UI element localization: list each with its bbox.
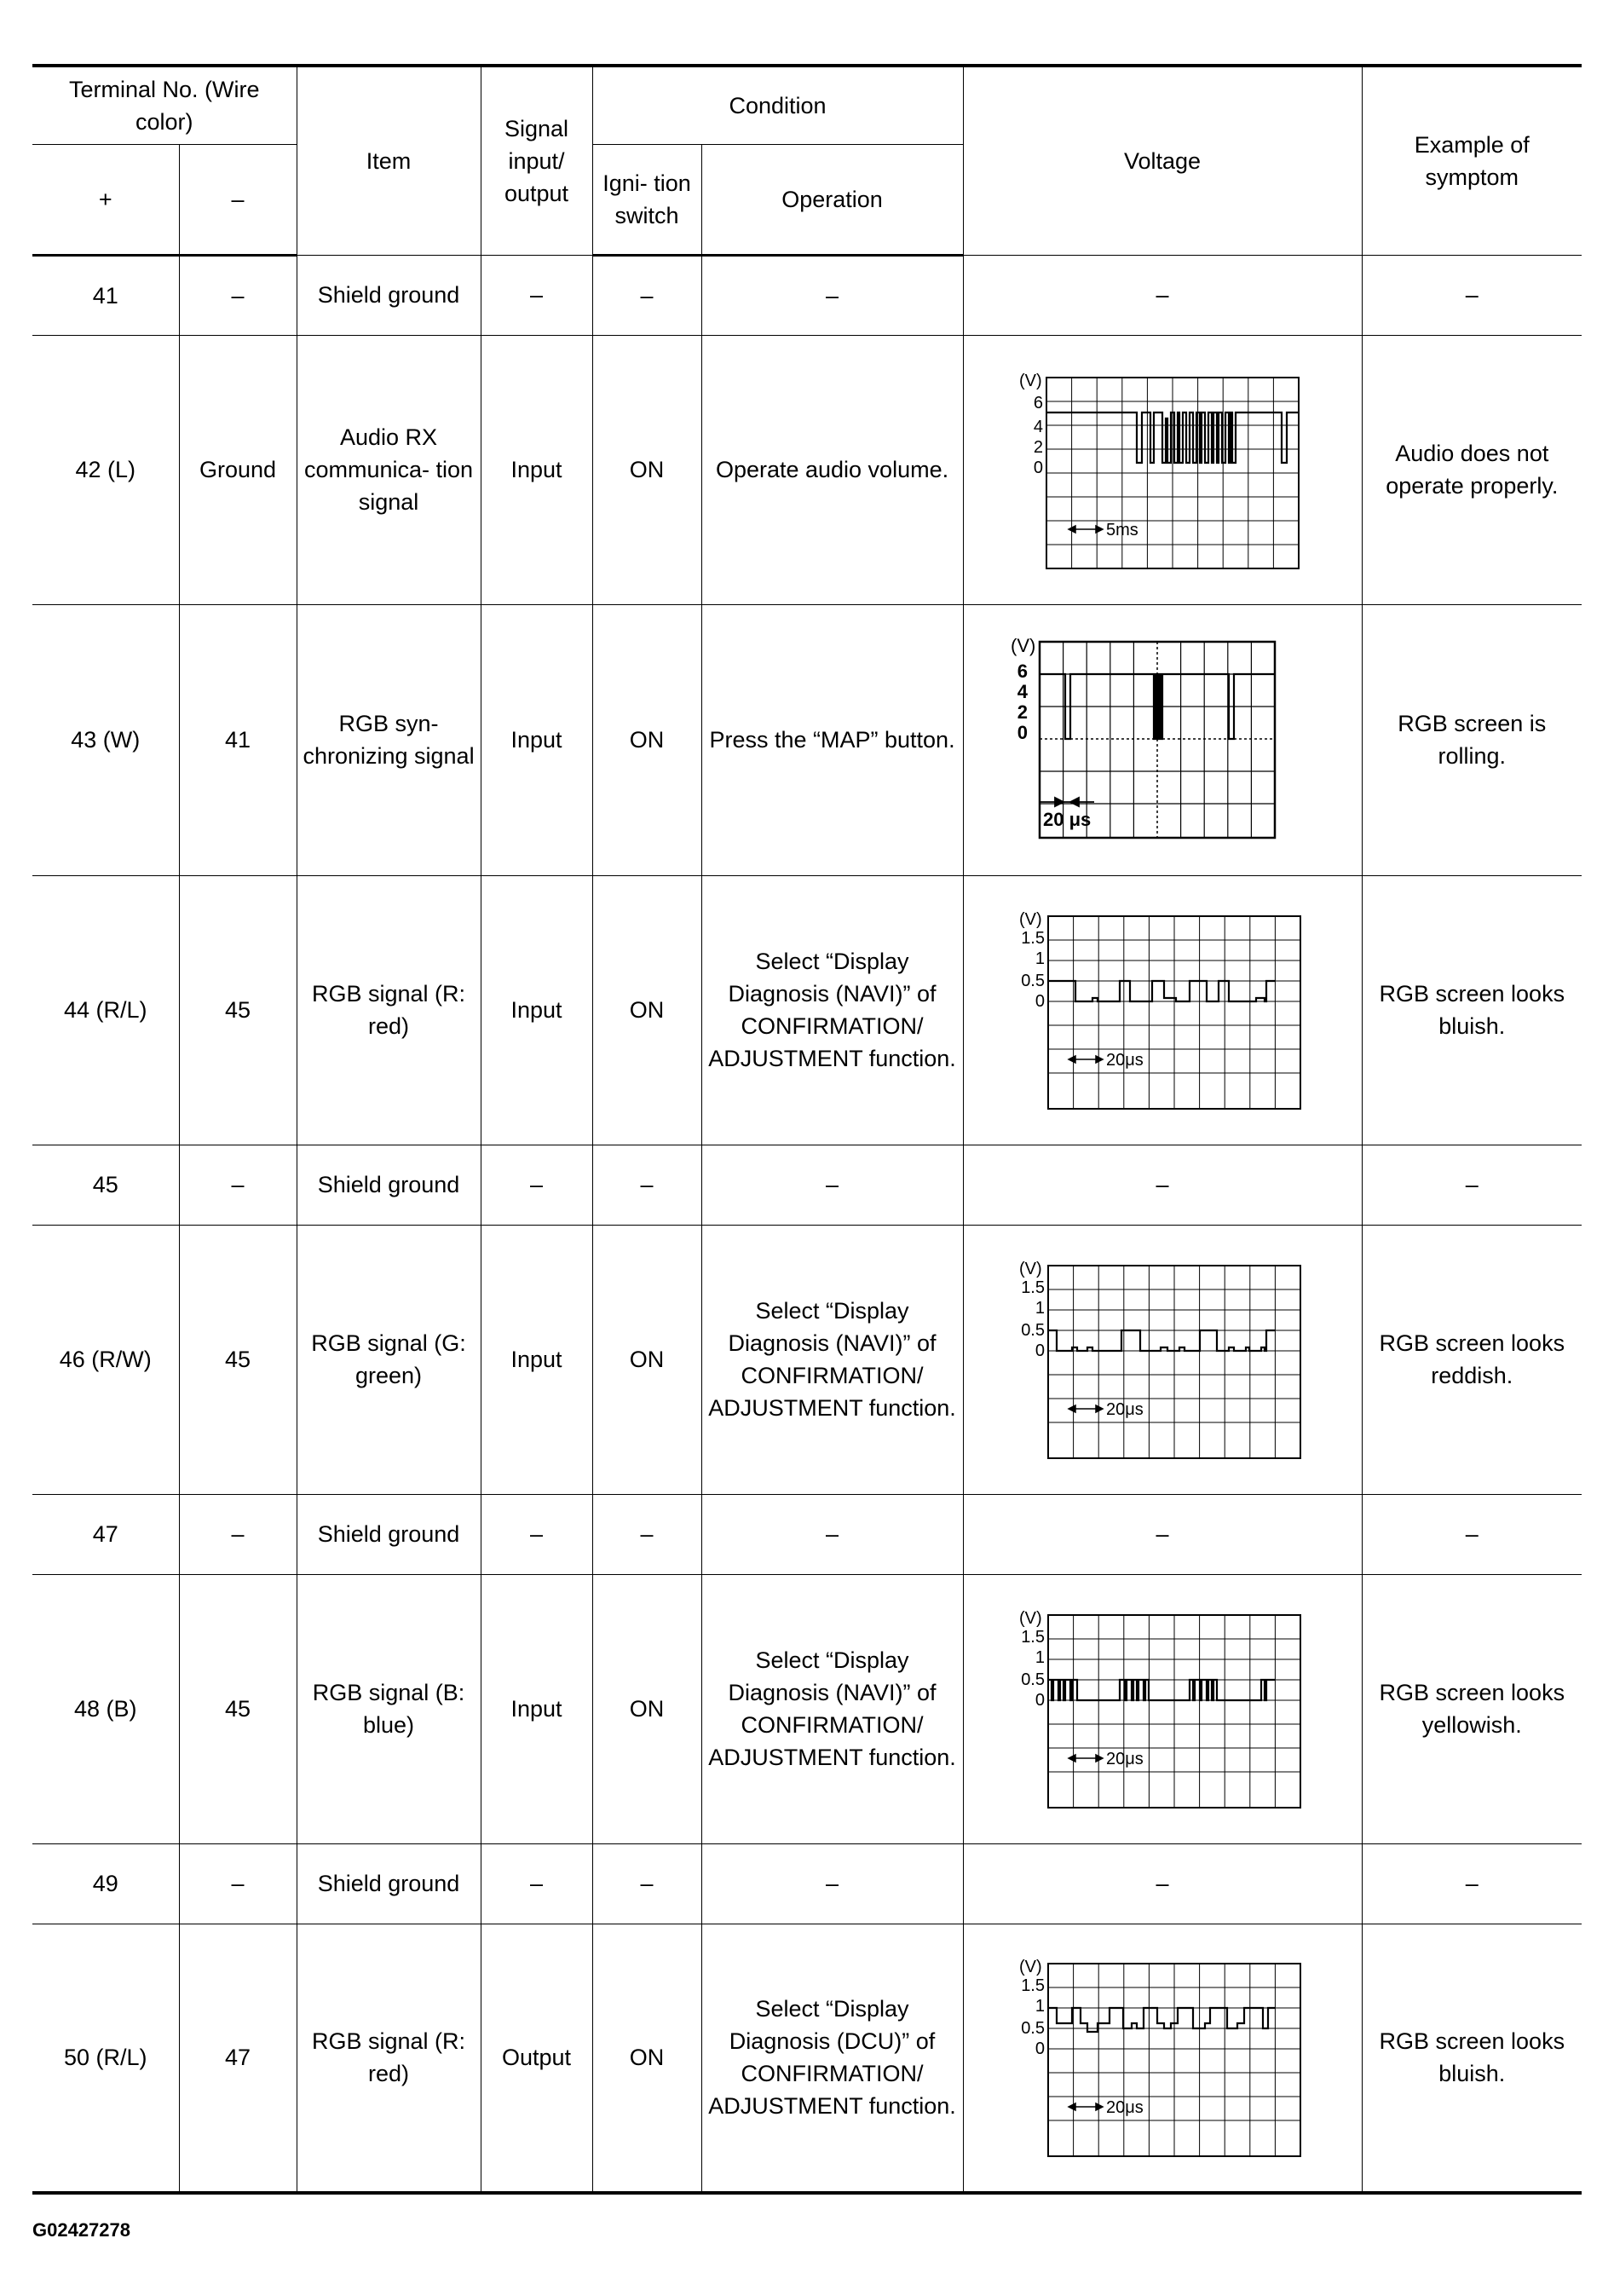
figure-code: G02427278: [32, 2219, 130, 2241]
item-cell: RGB signal (R: red): [297, 1924, 481, 2193]
terminal-minus: Ground: [179, 335, 297, 604]
signal-io-cell: Input: [481, 1574, 592, 1843]
scope-tick-label: 1: [1035, 1299, 1046, 1318]
scope-tick-label: 6: [1033, 394, 1044, 412]
scope-tick-label: 4: [1017, 681, 1029, 702]
terminal-spec-table: [32, 64, 1582, 2195]
item-cell: Audio RX communica- tion signal: [297, 335, 481, 604]
scope-tick-label: 1.5: [1021, 1628, 1046, 1647]
rgb-red-output-waveform-scope: [1009, 1955, 1316, 2160]
ignition-cell: –: [592, 1145, 701, 1225]
terminal-minus: 41: [179, 604, 297, 875]
symptom-cell: –: [1362, 1843, 1582, 1924]
scope-tick-label: 1: [1035, 1997, 1046, 2016]
header-condition: Condition: [592, 66, 963, 144]
terminal-minus: –: [179, 1843, 297, 1924]
signal-io-cell: Input: [481, 604, 592, 875]
symptom-cell: –: [1362, 255, 1582, 335]
terminal-minus: –: [179, 1494, 297, 1574]
signal-io-cell: –: [481, 1843, 592, 1924]
scope-tick-label: 0: [1035, 1341, 1046, 1360]
terminal-plus: 45: [32, 1145, 179, 1225]
scope-timebase-label: 5ms: [1106, 521, 1138, 539]
terminal-minus: –: [179, 1145, 297, 1225]
item-cell: Shield ground: [297, 1494, 481, 1574]
terminal-plus: 43 (W): [32, 604, 179, 875]
voltage-cell: –: [963, 1494, 1362, 1574]
scope-tick-label: 0.5: [1021, 1321, 1046, 1340]
signal-io-cell: –: [481, 1145, 592, 1225]
ignition-cell: ON: [592, 1574, 701, 1843]
scope-tick-label: 1.5: [1021, 929, 1046, 948]
header-ignition-switch: Igni- tion switch: [592, 144, 701, 255]
symptom-cell: RGB screen looks reddish.: [1362, 1225, 1582, 1494]
header-example-symptom: Example of symptom: [1362, 66, 1582, 255]
item-cell: RGB syn- chronizing signal: [297, 604, 481, 875]
table-row: [32, 255, 1582, 335]
scope-timebase-label: 20μs: [1106, 1400, 1144, 1419]
scope-unit-label: (V): [1019, 372, 1042, 390]
operation-cell: –: [701, 1843, 963, 1924]
voltage-cell: –: [963, 1145, 1362, 1225]
terminal-minus: 47: [179, 1924, 297, 2193]
table-row: [32, 1145, 1582, 1225]
voltage-cell: [963, 604, 1362, 875]
symptom-cell: RGB screen looks yellowish.: [1362, 1574, 1582, 1843]
item-cell: RGB signal (G: green): [297, 1225, 481, 1494]
terminal-minus: 45: [179, 1225, 297, 1494]
operation-cell: –: [701, 1145, 963, 1225]
header-item: Item: [297, 66, 481, 255]
symptom-cell: –: [1362, 1494, 1582, 1574]
terminal-minus: 45: [179, 875, 297, 1145]
scope-unit-label: (V): [1011, 635, 1036, 656]
ignition-cell: –: [592, 1843, 701, 1924]
scope-tick-label: 2: [1033, 438, 1044, 457]
ignition-cell: ON: [592, 1924, 701, 2193]
scope-tick-label: 0: [1035, 1691, 1046, 1710]
scope-tick-label: 0: [1033, 459, 1044, 477]
item-cell: Shield ground: [297, 1843, 481, 1924]
table-row: [32, 1574, 1582, 1843]
operation-cell: –: [701, 255, 963, 335]
symptom-cell: Audio does not operate properly.: [1362, 335, 1582, 604]
ignition-cell: ON: [592, 335, 701, 604]
operation-cell: Operate audio volume.: [701, 335, 963, 604]
header-terminal-no: Terminal No. (Wire color): [32, 66, 297, 144]
operation-cell: Select “Display Diagnosis (NAVI)” of CONFIRMATION/ ADJUSTMENT function.: [701, 1574, 963, 1843]
scope-tick-label: 0: [1035, 2039, 1046, 2059]
terminal-plus: 49: [32, 1843, 179, 1924]
terminal-plus: 48 (B): [32, 1574, 179, 1843]
scope-tick-label: 1.5: [1021, 1976, 1046, 1996]
operation-cell: Select “Display Diagnosis (NAVI)” of CONFIRMATION/ ADJUSTMENT function.: [701, 875, 963, 1145]
scope-tick-label: 2: [1017, 701, 1029, 723]
voltage-cell: [963, 1924, 1362, 2193]
symptom-cell: –: [1362, 1145, 1582, 1225]
terminal-plus: 46 (R/W): [32, 1225, 179, 1494]
rgb-blue-waveform-scope: [1009, 1607, 1316, 1811]
terminal-minus: 45: [179, 1574, 297, 1843]
scope-tick-label: 1: [1035, 1648, 1046, 1667]
scope-unit-label: (V): [1019, 1958, 1042, 1977]
item-cell: RGB signal (B: blue): [297, 1574, 481, 1843]
symptom-cell: RGB screen looks bluish.: [1362, 875, 1582, 1145]
ignition-cell: ON: [592, 604, 701, 875]
terminal-plus: 50 (R/L): [32, 1924, 179, 2193]
table-row: [32, 1225, 1582, 1494]
voltage-cell: –: [963, 255, 1362, 335]
table-row: [32, 335, 1582, 604]
item-cell: Shield ground: [297, 1145, 481, 1225]
audio-waveform-scope: [1009, 367, 1316, 572]
scope-tick-label: 0: [1017, 722, 1029, 743]
scope-tick-label: 4: [1033, 418, 1044, 436]
scope-timebase-label: 20μs: [1106, 1750, 1144, 1768]
table-row: [32, 1843, 1582, 1924]
table-row: [32, 1924, 1582, 2193]
signal-io-cell: Input: [481, 1225, 592, 1494]
rgb-signal-trace: [1048, 981, 1275, 1001]
ignition-cell: –: [592, 255, 701, 335]
scope-tick-label: 0.5: [1021, 2019, 1046, 2039]
scope-tick-label: 0.5: [1021, 1670, 1046, 1689]
header-signal-io: Signal input/ output: [481, 66, 592, 255]
scope-tick-label: 1: [1035, 949, 1046, 968]
rgb-red-waveform-scope: [1009, 908, 1316, 1112]
rgb-green-waveform-scope: [1009, 1257, 1316, 1462]
scope-tick-label: 1.5: [1021, 1278, 1046, 1297]
header-plus: +: [32, 144, 179, 255]
symptom-cell: RGB screen looks bluish.: [1362, 1924, 1582, 2193]
signal-io-cell: –: [481, 255, 592, 335]
operation-cell: Press the “MAP” button.: [701, 604, 963, 875]
ignition-cell: ON: [592, 875, 701, 1145]
ignition-cell: –: [592, 1494, 701, 1574]
operation-cell: Select “Display Diagnosis (DCU)” of CONFIRMATION/ ADJUSTMENT function.: [701, 1924, 963, 2193]
header-operation: Operation: [701, 144, 963, 255]
voltage-cell: [963, 1574, 1362, 1843]
scope-timebase-label: 20 μs: [1043, 809, 1092, 830]
terminal-plus: 44 (R/L): [32, 875, 179, 1145]
table-row: [32, 604, 1582, 875]
rgb-signal-trace: [1048, 1330, 1275, 1351]
signal-io-cell: Input: [481, 335, 592, 604]
scope-tick-label: 0.5: [1021, 972, 1046, 990]
voltage-cell: [963, 1225, 1362, 1494]
terminal-plus: 42 (L): [32, 335, 179, 604]
operation-cell: –: [701, 1494, 963, 1574]
symptom-cell: RGB screen is rolling.: [1362, 604, 1582, 875]
voltage-cell: –: [963, 1843, 1362, 1924]
terminal-plus: 47: [32, 1494, 179, 1574]
scope-tick-label: 0: [1035, 992, 1046, 1011]
scope-timebase-label: 20μs: [1106, 2098, 1144, 2118]
table-row: [32, 875, 1582, 1145]
voltage-cell: [963, 875, 1362, 1145]
header-minus: –: [179, 144, 297, 255]
scope-unit-label: (V): [1019, 910, 1042, 929]
sync-waveform-scope: [1009, 633, 1316, 846]
scope-unit-label: (V): [1019, 1260, 1042, 1278]
item-cell: Shield ground: [297, 255, 481, 335]
rgb-signal-trace: [1048, 1680, 1275, 1700]
signal-io-cell: Input: [481, 875, 592, 1145]
voltage-cell: [963, 335, 1362, 604]
signal-io-cell: Output: [481, 1924, 592, 2193]
signal-io-cell: –: [481, 1494, 592, 1574]
scope-timebase-label: 20μs: [1106, 1051, 1144, 1070]
terminal-minus: –: [179, 255, 297, 335]
table-row: [32, 1494, 1582, 1574]
item-cell: RGB signal (R: red): [297, 875, 481, 1145]
operation-cell: Select “Display Diagnosis (NAVI)” of CONFIRMATION/ ADJUSTMENT function.: [701, 1225, 963, 1494]
scope-unit-label: (V): [1019, 1609, 1042, 1628]
scope-tick-label: 6: [1017, 661, 1029, 682]
header-voltage: Voltage: [963, 66, 1362, 255]
terminal-plus: 41: [32, 255, 179, 335]
ignition-cell: ON: [592, 1225, 701, 1494]
